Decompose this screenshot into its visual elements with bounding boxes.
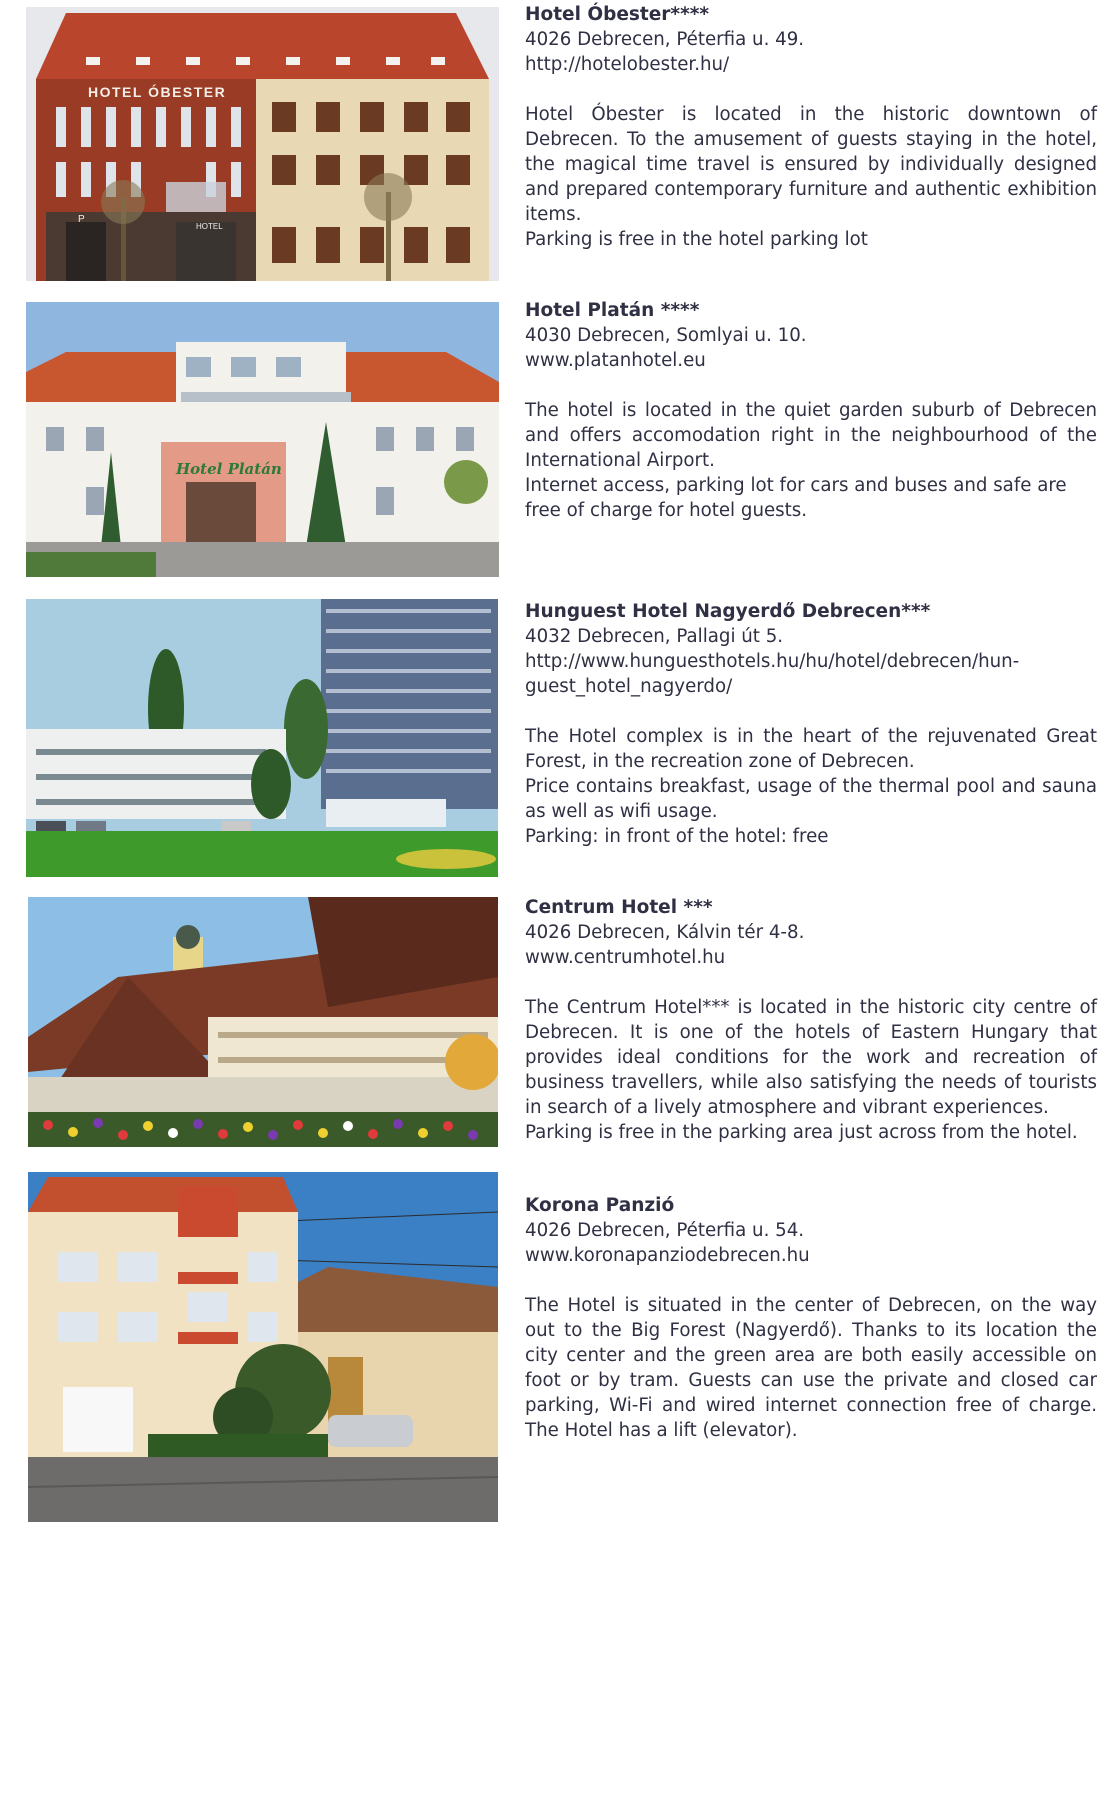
- hotel-description: [525, 1293, 1097, 1443]
- hotel-description: [525, 398, 1097, 523]
- hotel-website-link[interactable]: www.platanhotel.eu: [525, 350, 706, 371]
- hotel-website-link[interactable]: http://hotelobester.hu/: [525, 54, 730, 75]
- hotel-address: 4030 Debrecen, Somlyai u. 10.: [525, 325, 807, 346]
- hotel-info-korona: [525, 1193, 1097, 1443]
- description-paragraph: Parking is free in the parking area just across from the hotel.: [525, 1122, 1078, 1143]
- hotel-address: 4026 Debrecen, Kálvin tér 4-8.: [525, 922, 805, 943]
- hotel-photo-centrum: [28, 897, 498, 1147]
- hotel-photo-nagyerdo: [26, 599, 498, 877]
- hotel-photo-platan: [26, 302, 499, 577]
- description-paragraph: Parking is free in the hotel parking lot: [525, 229, 868, 250]
- hotel-name: Hotel Óbester****: [525, 4, 710, 25]
- hotel-photo-korona: [28, 1172, 498, 1522]
- hotel-website-link[interactable]: [525, 651, 1019, 697]
- hotel-info-obester: [525, 2, 1097, 252]
- hotel-description: [525, 102, 1097, 252]
- hotel-address: 4026 Debrecen, Péterfia u. 54.: [525, 1220, 805, 1241]
- hotel-website-link[interactable]: www.koronapanziodebrecen.hu: [525, 1245, 810, 1266]
- hotel-info-platan: [525, 298, 1097, 523]
- hotel-photo-obester: [26, 7, 499, 281]
- website-link-part-1: http://www.hunguesthotels.hu/hu/hotel/debrecen/hun-: [525, 651, 1020, 672]
- hotel-address: 4032 Debrecen, Pallagi út 5.: [525, 626, 784, 647]
- hotel-name: Korona Panzió: [525, 1195, 675, 1216]
- description-paragraph: Price contains breakfast, usage of the thermal pool and sauna as well as wifi usage.: [525, 776, 1097, 822]
- hotel-website-link[interactable]: www.centrumhotel.hu: [525, 947, 726, 968]
- photo-sign-hotel: HOTEL: [196, 222, 223, 231]
- hotel-info-centrum: [525, 895, 1097, 1145]
- photo-sign-main: HOTEL ÓBESTER: [88, 84, 227, 100]
- hotel-address: 4026 Debrecen, Péterfia u. 49.: [525, 29, 805, 50]
- hotel-name: Hotel Platán ****: [525, 300, 700, 321]
- hotel-description: [525, 724, 1097, 849]
- website-link-part-2: guest_hotel_nagyerdo/: [525, 676, 733, 697]
- description-paragraph: Hotel Óbester is located in the historic downtown of Debrecen. To the amusement of guests staying in the hotel, the magical time travel is ensured by individually designed and prepared contemporary furniture and authentic exhibition items.: [525, 104, 1097, 225]
- hotel-name: Hunguest Hotel Nagyerdő Debrecen***: [525, 601, 931, 622]
- description-paragraph: Internet access, parking lot for cars and buses and safe are free of charge for hotel guests.: [525, 475, 1067, 521]
- description-paragraph: The Hotel complex is in the heart of the rejuvenated Great Forest, in the recreation zone of Debrecen.: [525, 726, 1097, 772]
- photo-sign-parking: P: [78, 214, 85, 225]
- description-paragraph: The hotel is located in the quiet garden suburb of Debrecen and offers accomodation right in the neighbourhood of the International Airport.: [525, 400, 1097, 471]
- description-paragraph: The Hotel is situated in the center of Debrecen, on the way out to the Big Forest (Nagyerdő). Thanks to its location the city center and the green area are both easily accessible on foot or by tram. Guests can use the private and closed car parking, Wi-Fi and wired internet connection free of charge. The Hotel has a lift (elevator).: [525, 1295, 1097, 1441]
- hotel-info-nagyerdo: [525, 599, 1097, 849]
- description-paragraph: Parking: in front of the hotel: free: [525, 826, 829, 847]
- description-paragraph: The Centrum Hotel*** is located in the historic city centre of Debrecen. It is one of the hotels of Eastern Hungary that provides ideal conditions for the work and recreation of business travellers, while also satisfying the needs of tourists in search of a lively atmosphere and vibrant experiences.: [525, 997, 1097, 1118]
- photo-sign-platan: Hotel Platán: [176, 460, 282, 478]
- hotel-name: Centrum Hotel ***: [525, 897, 713, 918]
- hotel-description: [525, 995, 1097, 1145]
